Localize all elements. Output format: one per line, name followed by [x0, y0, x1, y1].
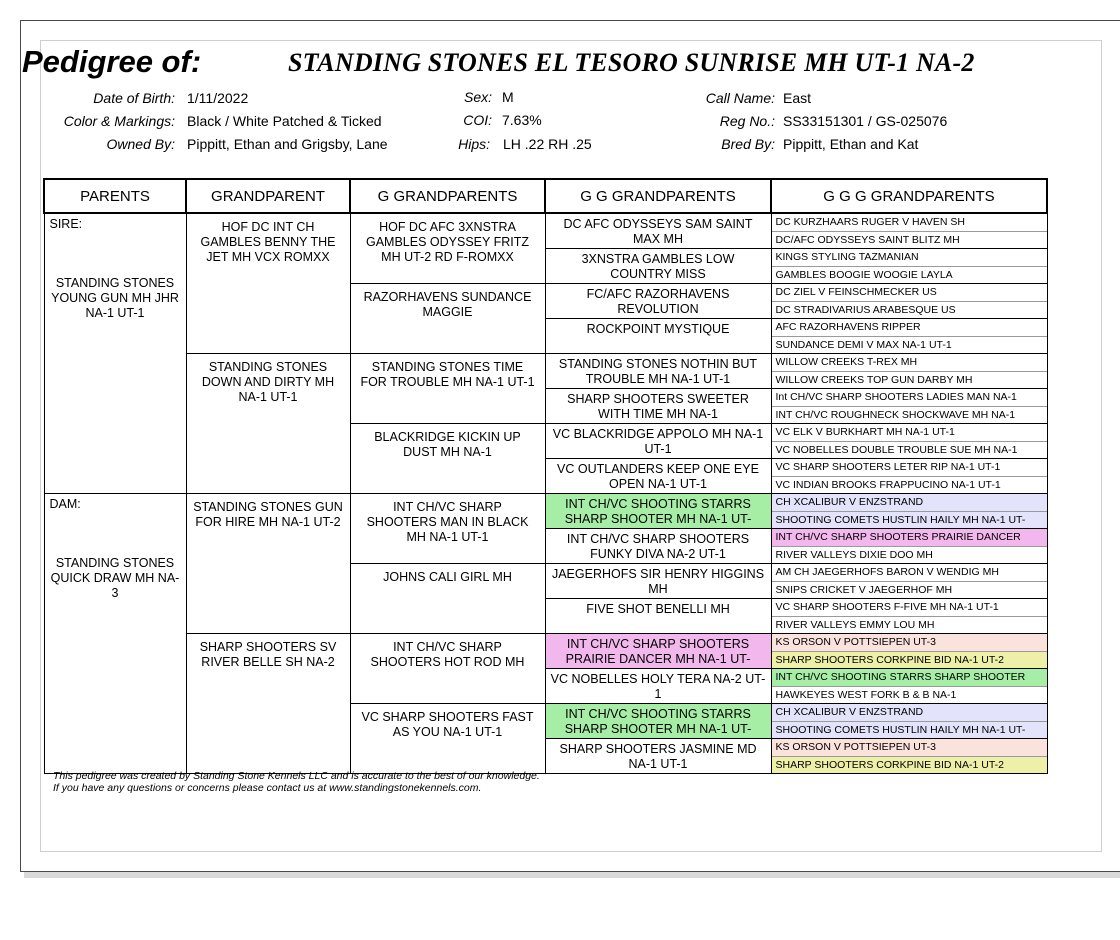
coi-value: 7.63%	[502, 112, 542, 128]
pedigree-table	[43, 178, 1048, 774]
gg-grandparent-cell: INT CH/VC SHARP SHOOTERS PRAIRIE DANCER MH NA-1 UT-	[545, 634, 771, 669]
page-title: Pedigree of:	[22, 44, 202, 79]
g-grandparent-cell: VC SHARP SHOOTERS FAST AS YOU NA-1 UT-1	[350, 704, 545, 774]
dob-value: 1/11/2022	[187, 90, 249, 106]
sire-label: SIRE:	[49, 217, 83, 231]
ggg-grandparent-cell	[771, 529, 1047, 564]
ggg-dam-line: SUNDANCE DEMI V MAX NA-1 UT-1	[775, 339, 952, 351]
reg-value: SS33151301 / GS-025076	[783, 113, 948, 129]
ggg-sire-line: VC SHARP SHOOTERS LETER RIP NA-1 UT-1	[772, 459, 1047, 477]
gg-grandparent-cell: SHARP SHOOTERS SWEETER WITH TIME MH NA-1	[545, 389, 771, 424]
gg-grandparent-cell: STANDING STONES NOTHIN BUT TROUBLE MH NA-1 UT-1	[545, 354, 771, 389]
sex-label: Sex:	[463, 89, 492, 105]
ggg-sire-line: VC SHARP SHOOTERS F-FIVE MH NA-1 UT-1	[772, 599, 1047, 617]
ggg-sire-line: WILLOW CREEKS T-REX MH	[772, 354, 1047, 372]
sire-cell	[44, 213, 186, 494]
gg-grandparent-cell: VC BLACKRIDGE APPOLO MH NA-1 UT-1	[545, 424, 771, 459]
gg-grandparent-cell: FIVE SHOT BENELLI MH	[545, 599, 771, 634]
hips-value: LH .22 RH .25	[503, 136, 592, 152]
col-header-gg-grandparents: G G GRANDPARENTS	[545, 179, 771, 213]
color-value: Black / White Patched & Ticked	[187, 113, 382, 129]
g-grandparent-cell: INT CH/VC SHARP SHOOTERS MAN IN BLACK MH NA-1 UT-1	[350, 494, 545, 564]
ggg-grandparent-cell	[771, 249, 1047, 284]
grandparent-cell: HOF DC INT CH GAMBLES BENNY THE JET MH VCX ROMXX	[186, 213, 350, 354]
g-grandparent-cell: INT CH/VC SHARP SHOOTERS HOT ROD MH	[350, 634, 545, 704]
ggg-grandparent-cell	[771, 389, 1047, 424]
ggg-dam-line: VC NOBELLES DOUBLE TROUBLE SUE MH NA-1	[775, 444, 1018, 456]
ggg-grandparent-cell	[771, 599, 1047, 634]
ggg-sire-line: KS ORSON V POTTSIEPEN UT-3	[772, 739, 1047, 757]
g-grandparent-cell: BLACKRIDGE KICKIN UP DUST MH NA-1	[350, 424, 545, 494]
ggg-grandparent-cell	[771, 739, 1047, 774]
ggg-sire-line: CH XCALIBUR V ENZSTRAND	[772, 704, 1047, 722]
ggg-dam-line: RIVER VALLEYS EMMY LOU MH	[775, 619, 935, 631]
gg-grandparent-cell: ROCKPOINT MYSTIQUE	[545, 319, 771, 354]
owned-label: Owned By:	[106, 136, 175, 152]
dam-name: STANDING STONES QUICK DRAW MH NA-3	[50, 556, 180, 600]
g-grandparent-cell: STANDING STONES TIME FOR TROUBLE MH NA-1 UT-1	[350, 354, 545, 424]
ggg-sire-line: KINGS STYLING TAZMANIAN	[772, 249, 1047, 267]
gg-grandparent-cell: INT CH/VC SHARP SHOOTERS FUNKY DIVA NA-2 UT-1	[545, 529, 771, 564]
grandparent-cell: SHARP SHOOTERS SV RIVER BELLE SH NA-2	[186, 634, 350, 774]
g-grandparent-cell: RAZORHAVENS SUNDANCE MAGGIE	[350, 284, 545, 354]
ggg-dam-line: INT CH/VC ROUGHNECK SHOCKWAVE MH NA-1	[775, 409, 1016, 421]
dog-name: STANDING STONES EL TESORO SUNRISE MH UT-1 NA-2	[288, 48, 975, 77]
ggg-grandparent-cell	[771, 424, 1047, 459]
ggg-sire-line: DC KURZHAARS RUGER V HAVEN SH	[772, 214, 1047, 232]
ggg-grandparent-cell	[771, 354, 1047, 389]
grandparent-cell: STANDING STONES GUN FOR HIRE MH NA-1 UT-2	[186, 494, 350, 634]
ggg-sire-line: AFC RAZORHAVENS RIPPER	[772, 319, 1047, 337]
ggg-grandparent-cell	[771, 213, 1047, 249]
gg-grandparent-cell: INT CH/VC SHOOTING STARRS SHARP SHOOTER MH NA-1 UT-	[545, 704, 771, 739]
ggg-dam-line: WILLOW CREEKS TOP GUN DARBY MH	[775, 374, 973, 386]
ggg-dam-line: HAWKEYES WEST FORK B & B NA-1	[775, 689, 957, 701]
footer-contact: If you have any questions or concerns please contact us at www.standingstonekennels.com.	[53, 782, 482, 794]
gg-grandparent-cell: INT CH/VC SHOOTING STARRS SHARP SHOOTER MH NA-1 UT-	[545, 494, 771, 529]
ggg-dam-line: DC/AFC ODYSSEYS SAINT BLITZ MH	[775, 234, 960, 246]
ggg-sire-line: INT CH/VC SHARP SHOOTERS PRAIRIE DANCER	[772, 529, 1047, 547]
ggg-grandparent-cell	[771, 704, 1047, 739]
ggg-sire-line: VC ELK V BURKHART MH NA-1 UT-1	[772, 424, 1047, 442]
ggg-dam-line: SHARP SHOOTERS CORKPINE BID NA-1 UT-2	[772, 757, 1047, 773]
gg-grandparent-cell: VC OUTLANDERS KEEP ONE EYE OPEN NA-1 UT-1	[545, 459, 771, 494]
bred-label: Bred By:	[721, 136, 775, 152]
gg-grandparent-cell: DC AFC ODYSSEYS SAM SAINT MAX MH	[545, 213, 771, 249]
ggg-dam-line: SHOOTING COMETS HUSTLIN HAILY MH NA-1 UT-	[772, 722, 1047, 738]
ggg-grandparent-cell	[771, 284, 1047, 319]
gg-grandparent-cell: SHARP SHOOTERS JASMINE MD NA-1 UT-1	[545, 739, 771, 774]
ggg-dam-line: RIVER VALLEYS DIXIE DOO MH	[775, 549, 933, 561]
sire-name: STANDING STONES YOUNG GUN MH JHR NA-1 UT-1	[51, 276, 179, 320]
ggg-grandparent-cell	[771, 459, 1047, 494]
ggg-sire-line: KS ORSON V POTTSIEPEN UT-3	[772, 634, 1047, 652]
reg-label: Reg No.:	[719, 113, 775, 129]
ggg-sire-line: CH XCALIBUR V ENZSTRAND	[772, 494, 1047, 512]
ggg-grandparent-cell	[771, 669, 1047, 704]
call-name-label: Call Name:	[705, 90, 775, 106]
color-label: Color & Markings:	[63, 113, 175, 129]
call-name-value: East	[783, 90, 812, 106]
grandparent-cell: STANDING STONES DOWN AND DIRTY MH NA-1 UT-1	[186, 354, 350, 494]
col-header-grandparent: GRANDPARENT	[186, 179, 350, 213]
g-grandparent-cell: JOHNS CALI GIRL MH	[350, 564, 545, 634]
gg-grandparent-cell: FC/AFC RAZORHAVENS REVOLUTION	[545, 284, 771, 319]
ggg-grandparent-cell	[771, 564, 1047, 599]
ggg-sire-line: INT CH/VC SHOOTING STARRS SHARP SHOOTER	[772, 669, 1047, 687]
ggg-dam-line: SHARP SHOOTERS CORKPINE BID NA-1 UT-2	[772, 652, 1047, 668]
dam-label: DAM:	[49, 497, 81, 511]
ggg-sire-line: Int CH/VC SHARP SHOOTERS LADIES MAN NA-1	[772, 389, 1047, 407]
ggg-grandparent-cell	[771, 634, 1047, 669]
sex-value: M	[502, 89, 514, 105]
ggg-dam-line: SNIPS CRICKET V JAEGERHOF MH	[775, 584, 953, 596]
bred-value: Pippitt, Ethan and Kat	[783, 136, 919, 152]
col-header-parents: PARENTS	[44, 179, 186, 213]
ggg-dam-line: VC INDIAN BROOKS FRAPPUCINO NA-1 UT-1	[775, 479, 1001, 491]
ggg-grandparent-cell	[771, 494, 1047, 529]
coi-label: COI:	[463, 112, 492, 128]
ggg-dam-line: DC STRADIVARIUS ARABESQUE US	[775, 304, 956, 316]
col-header-g-grandparents: G GRANDPARENTS	[350, 179, 545, 213]
gg-grandparent-cell: 3XNSTRA GAMBLES LOW COUNTRY MISS	[545, 249, 771, 284]
g-grandparent-cell: HOF DC AFC 3XNSTRA GAMBLES ODYSSEY FRITZ MH UT-2 RD F-ROMXX	[350, 213, 545, 284]
ggg-sire-line: AM CH JAEGERHOFS BARON V WENDIG MH	[772, 564, 1047, 582]
owned-value: Pippitt, Ethan and Grigsby, Lane	[187, 136, 388, 152]
footer-disclaimer: This pedigree was created by Standing Stone Kennels LLC and is accurate to the best of our knowledge.	[53, 770, 540, 782]
gg-grandparent-cell: JAEGERHOFS SIR HENRY HIGGINS MH	[545, 564, 771, 599]
dam-cell	[44, 494, 186, 774]
ggg-sire-line: DC ZIEL V FEINSCHMECKER US	[772, 284, 1047, 302]
dob-label: Date of Birth:	[93, 90, 175, 106]
gg-grandparent-cell: VC NOBELLES HOLY TERA NA-2 UT-1	[545, 669, 771, 704]
ggg-dam-line: GAMBLES BOOGIE WOOGIE LAYLA	[775, 269, 953, 281]
ggg-dam-line: SHOOTING COMETS HUSTLIN HAILY MH NA-1 UT-	[772, 512, 1047, 528]
col-header-ggg-grandparents: G G G GRANDPARENTS	[771, 179, 1047, 213]
hips-label: Hips:	[458, 136, 490, 152]
header-row	[44, 179, 1047, 213]
ggg-grandparent-cell	[771, 319, 1047, 354]
